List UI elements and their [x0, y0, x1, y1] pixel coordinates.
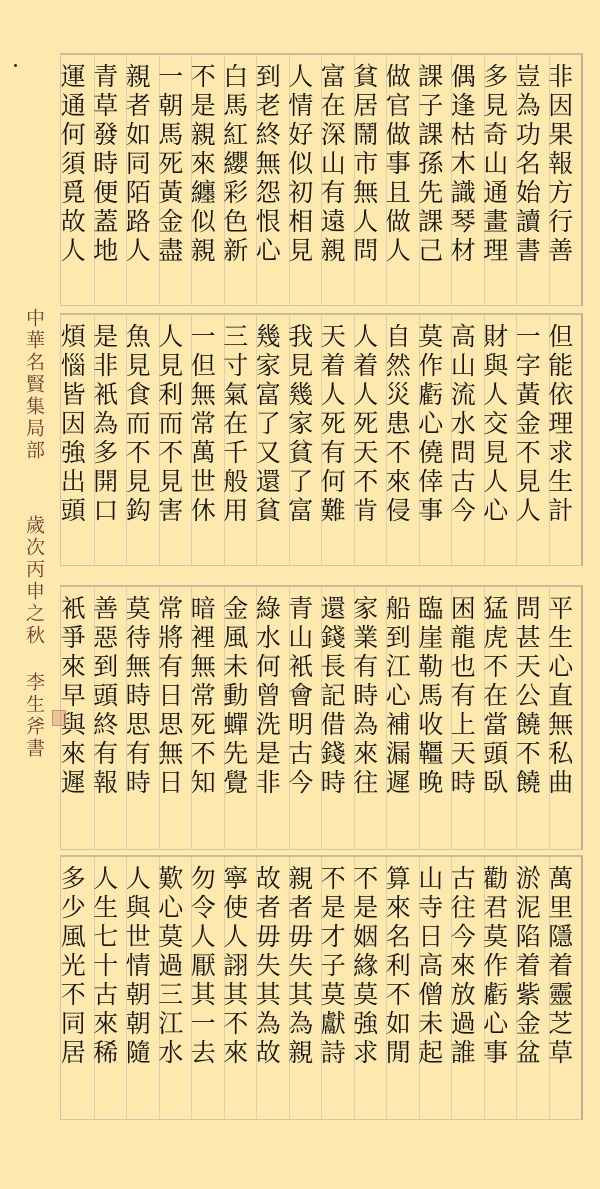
text-column: 親者如同陌路人	[122, 63, 152, 266]
text-column: 煩惱皆因強出頭	[57, 323, 87, 526]
text-column: 偶逢枯木識琴材	[447, 63, 477, 266]
text-column: 高山流水問古今	[447, 323, 477, 526]
text-column: 白馬紅纓彩色新	[219, 63, 249, 266]
text-column: 綠水何曾洗是非	[252, 595, 282, 798]
text-block-2	[57, 313, 583, 566]
ink-dot	[14, 64, 17, 67]
text-column: 困龍也有上天時	[447, 595, 477, 798]
text-column: 青山衹會明古今	[284, 595, 314, 798]
text-column: 善惡到頭終有報	[89, 595, 119, 798]
text-column: 平生心直無私曲	[544, 595, 574, 798]
text-column: 做官做事且做人	[382, 63, 412, 266]
text-column: 人生七十古來稀	[89, 865, 119, 1068]
text-column: 富在深山有遠親	[317, 63, 347, 266]
red-seal	[52, 710, 66, 726]
text-column: 貧居鬧市無人問	[349, 63, 379, 266]
text-column: 我見幾家貧了富	[284, 323, 314, 526]
text-column: 非因果報方行善	[544, 63, 574, 266]
text-column: 多少風光不同居	[57, 865, 87, 1068]
text-column: 三寸氣在千般用	[219, 323, 249, 526]
text-column: 莫作虧心僥倖事	[414, 323, 444, 526]
text-column: 算來名利不如閒	[382, 865, 412, 1068]
text-column: 不是親來纏似親	[187, 63, 217, 266]
text-column: 金風未動蟬先覺	[219, 595, 249, 798]
text-column: 但能依理求生計	[544, 323, 574, 526]
text-column: 一字黃金不見人	[512, 323, 542, 526]
text-column: 運通何須覓故人	[57, 63, 87, 266]
text-column: 船到江心補漏遲	[382, 595, 412, 798]
text-column: 人情好似初相見	[284, 63, 314, 266]
text-column: 山寺日高僧未起	[414, 865, 444, 1068]
text-column: 魚見食而不見鈎	[122, 323, 152, 526]
text-column: 幾家富了又還貧	[252, 323, 282, 526]
text-column: 勸君莫作虧心事	[479, 865, 509, 1068]
text-column: 天着人死有何難	[317, 323, 347, 526]
text-column: 青草發時便蓋地	[89, 63, 119, 266]
text-column: 還錢長記借錢時	[317, 595, 347, 798]
text-column: 常將有日思無日	[154, 595, 184, 798]
text-column: 故者毋失其為故	[252, 865, 282, 1068]
text-column: 莫待無時思有時	[122, 595, 152, 798]
text-column: 豈為功名始讀書	[512, 63, 542, 266]
text-column: 人與世情朝朝隨	[122, 865, 152, 1068]
text-column: 親者毋失其為親	[284, 865, 314, 1068]
text-block-3	[57, 585, 583, 850]
text-column: 多見奇山通畫理	[479, 63, 509, 266]
text-column: 臨崖勒馬收韁晚	[414, 595, 444, 798]
inscription-date-sign: 歲次丙申之秋 李生斧書	[23, 515, 45, 760]
text-column: 一朝馬死黃金盡	[154, 63, 184, 266]
text-column: 一但無常萬世休	[187, 323, 217, 526]
text-column: 人着人死天不肯	[349, 323, 379, 526]
inscription-title: 中華名賢集局部	[23, 308, 45, 462]
text-block-4	[57, 855, 583, 1120]
text-column: 萬里隱着靈芝草	[544, 865, 574, 1068]
text-column: 是非衹為多開口	[89, 323, 119, 526]
text-column: 到老終無怨恨心	[252, 63, 282, 266]
text-column: 不是才子莫獻詩	[317, 865, 347, 1068]
text-column: 寧使人詡其不來	[219, 865, 249, 1068]
text-column: 自然災患不來侵	[382, 323, 412, 526]
text-column: 家業有時為來往	[349, 595, 379, 798]
text-column: 淤泥陷着紫金盆	[512, 865, 542, 1068]
text-column: 課子課孫先課己	[414, 63, 444, 266]
text-column: 問甚天公饒不饒	[512, 595, 542, 798]
text-column: 財與人交見人心	[479, 323, 509, 526]
text-column: 不是姻緣莫強求	[349, 865, 379, 1068]
text-column: 暗裡無常死不知	[187, 595, 217, 798]
text-column: 勿令人厭其一去	[187, 865, 217, 1068]
text-column: 古往今來放過誰	[447, 865, 477, 1068]
text-block-1	[57, 53, 583, 306]
text-column: 歎心莫過三江水	[154, 865, 184, 1068]
text-column: 人見利而不見害	[154, 323, 184, 526]
text-column: 衹爭來早與來遲	[57, 595, 87, 798]
text-column: 猛虎不在當頭臥	[479, 595, 509, 798]
